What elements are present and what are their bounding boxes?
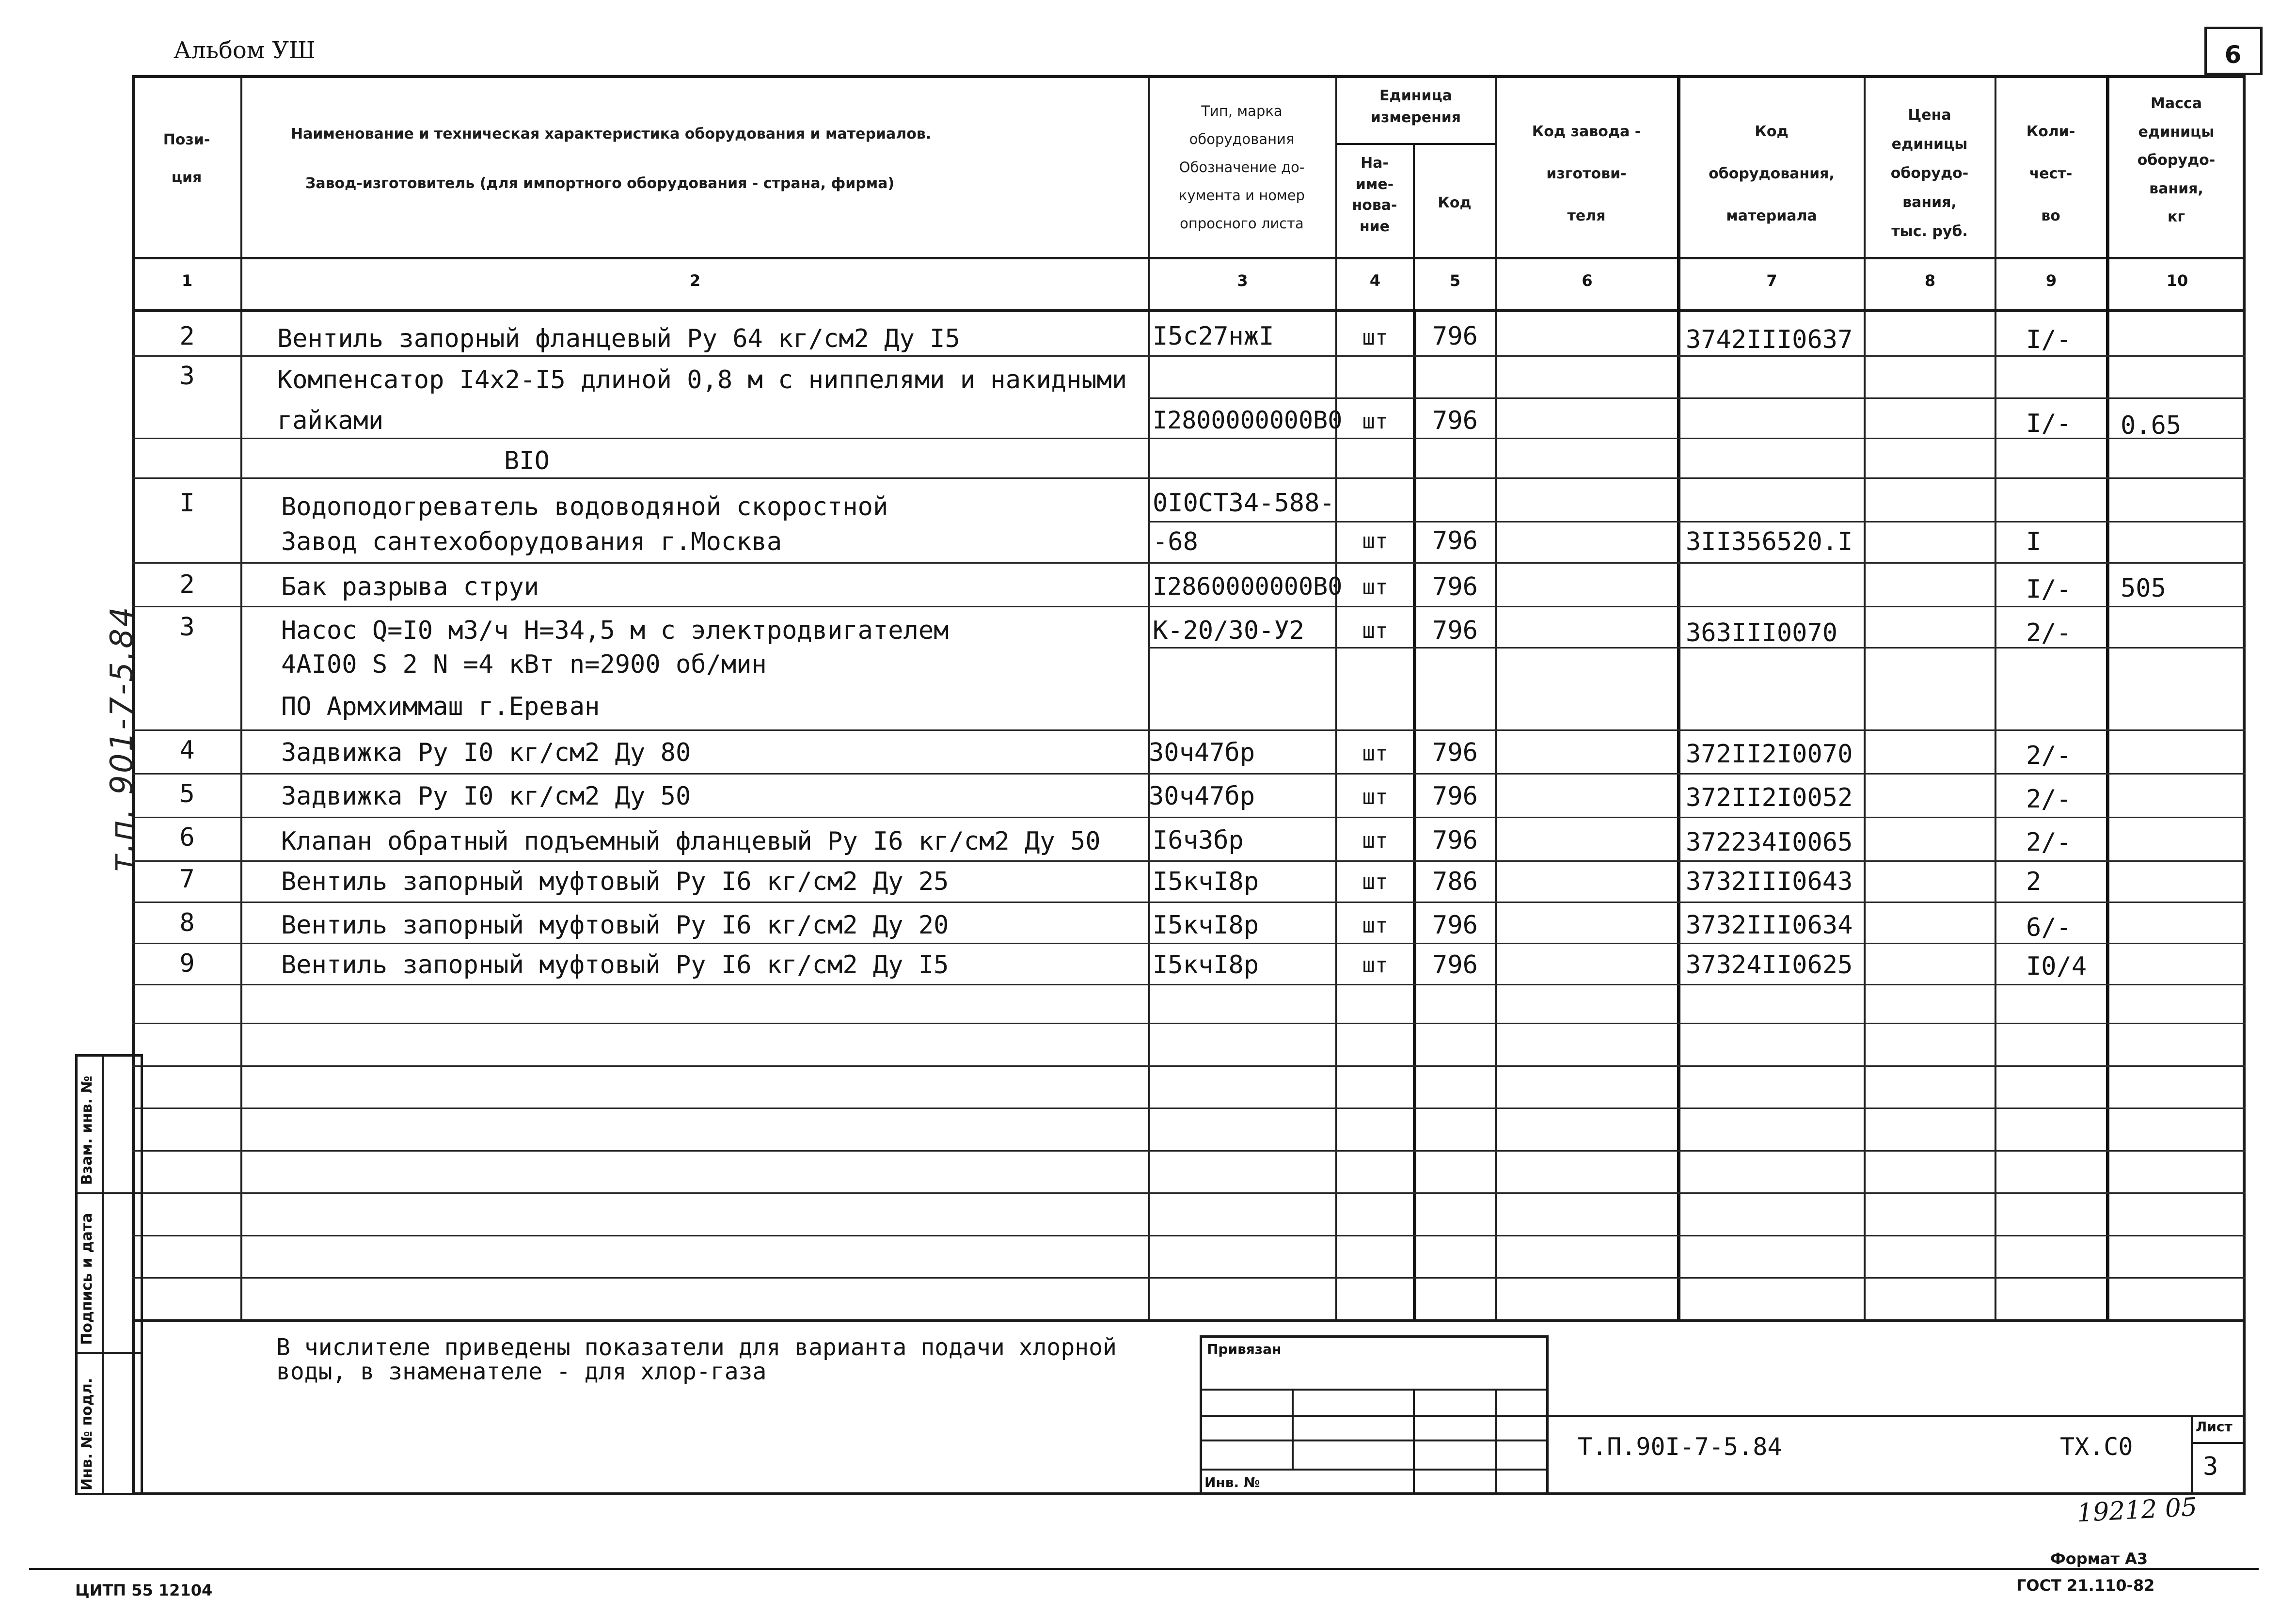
row-eqcode: 3732III0634 (1686, 911, 1853, 940)
row-line (132, 606, 2246, 607)
row-eqcode: 3II356520.I (1686, 527, 1853, 556)
row-name: Бак разрыва струи (281, 572, 539, 601)
row-name: Водоподогреватель водоводяной скоростной (281, 492, 888, 522)
row-name: Задвижка Ру I0 кг/см2 Ду 50 (281, 782, 691, 811)
footnote: В числителе приведены показатели для варианта подачи хлорной воды, в знаменателе - для хлор-газа (276, 1334, 1117, 1386)
title-block-line (1549, 1415, 2246, 1417)
row-qty: 2/- (2026, 618, 2072, 648)
row-line (132, 438, 2246, 439)
row-code: 796 (1432, 406, 1478, 435)
table-body-bottom (132, 1319, 2246, 1322)
row-qty: 2 (2026, 867, 2042, 896)
colnum-10: 10 (2166, 271, 2188, 290)
row-line (132, 729, 2246, 731)
row-line (132, 477, 2246, 479)
side-stamp-row (75, 1352, 143, 1354)
side-doc-code: т.п. 901-7-5.84 (104, 605, 140, 872)
row-type: -68 (1153, 527, 1198, 556)
section-title: BIO (504, 446, 550, 475)
col-line-2 (1148, 75, 1150, 1321)
row-type: 30ч47бр (1149, 738, 1255, 767)
row-pos: 2 (179, 570, 195, 599)
column-number-divider (132, 309, 2246, 312)
header-name-line1: Наименование и техническая характеристика оборудования и материалов. (291, 126, 932, 142)
row-line (132, 1277, 2246, 1279)
row-line (132, 817, 2246, 818)
row-line (132, 984, 2246, 985)
handwritten-number: 19212 05 (2076, 1492, 2198, 1528)
row-eqcode: 372II2I0052 (1686, 783, 1853, 812)
row-type: I5кчI8р (1153, 911, 1259, 940)
header-unit-group: Единица измерения (1370, 87, 1461, 126)
row-pos: 7 (179, 865, 195, 894)
row-line (1148, 397, 2246, 399)
row-eqcode: 37324II0625 (1686, 950, 1853, 980)
header-factory-code: Код завода - изготови- теля (1532, 123, 1641, 224)
stamp-vline (1413, 1389, 1415, 1495)
row-eqcode: 3742III0637 (1686, 325, 1853, 354)
row-code: 796 (1432, 782, 1478, 811)
header-price: Цена единицы оборудо- вания, тыс. руб. (1890, 107, 1969, 240)
row-pos: 3 (179, 613, 195, 642)
row-code: 796 (1432, 950, 1478, 980)
colnum-8: 8 (1924, 271, 1936, 290)
row-mass: 0.65 (2121, 411, 2182, 440)
format-label: Формат А3 (2050, 1550, 2148, 1568)
col-line-7 (1677, 75, 1680, 1321)
row-unit: шт (1362, 529, 1388, 554)
row-unit: шт (1362, 913, 1388, 938)
row-code: 796 (1432, 322, 1478, 351)
col-line-1 (240, 75, 242, 1321)
row-name: гайками (277, 406, 384, 435)
row-pos: 4 (179, 736, 195, 765)
row-eqcode: 363III0070 (1686, 618, 1838, 648)
row-line (1148, 521, 2246, 522)
header-name-line2: Завод-изготовитель (для импортного оборудования - страна, фирма) (305, 175, 895, 192)
header-quantity: Коли- чест- во (2026, 123, 2075, 224)
row-name: Вентиль запорный муфтовый Ру I6 кг/см2 Ду 25 (281, 867, 949, 896)
col-line-8 (1864, 75, 1866, 1321)
colnum-4: 4 (1369, 271, 1381, 290)
row-qty: 6/- (2026, 913, 2072, 942)
row-name: Вентиль запорный муфтовый Ру I6 кг/см2 Ду I5 (281, 950, 949, 980)
colnum-9: 9 (2045, 271, 2057, 290)
row-name: Компенсатор I4х2-I5 длиной 0,8 м с ниппелями и накидными (277, 365, 1127, 395)
stamp-vline (1495, 1389, 1497, 1495)
row-unit: шт (1362, 953, 1388, 978)
sheet-box-left (2191, 1415, 2193, 1495)
row-type: I2860000000В0 (1153, 572, 1343, 601)
row-pos: 9 (179, 949, 195, 978)
row-pos: 2 (179, 322, 195, 351)
header-equipment-code: Код оборудования, материала (1709, 123, 1835, 224)
row-line (132, 1150, 2246, 1152)
row-qty: I/- (2026, 325, 2072, 354)
row-line (132, 1065, 2246, 1067)
row-name: 4АI00 S 2 N =4 кВт n=2900 об/мин (281, 650, 767, 679)
row-qty: I/- (2026, 409, 2072, 438)
designation: Т.П.90I-7-5.84 (1578, 1433, 1782, 1461)
side-stamp-divider (102, 1054, 104, 1495)
colnum-5: 5 (1449, 271, 1461, 290)
row-code: 796 (1432, 738, 1478, 767)
row-type: I5с27нжI (1153, 322, 1274, 351)
col-line-3 (1335, 75, 1337, 1321)
row-mass: 505 (2121, 574, 2166, 603)
row-eqcode: 372II2I0070 (1686, 740, 1853, 769)
header-divider (132, 257, 2246, 259)
row-unit: шт (1362, 828, 1388, 853)
row-code: 796 (1432, 826, 1478, 855)
stamp-privyazan-label: Привязан (1207, 1341, 1282, 1357)
col-line-10 (2106, 75, 2109, 1321)
row-line (132, 1235, 2246, 1236)
sheet-label: Лист (2196, 1419, 2233, 1435)
row-code: 796 (1432, 572, 1478, 601)
row-code: 786 (1432, 867, 1478, 896)
row-code: 796 (1432, 616, 1478, 645)
row-qty: I (2026, 527, 2042, 556)
header-type: Тип, марка оборудования Обозначение до- кумента и номер опросного листа (1178, 103, 1305, 232)
side-label-vzam: Взам. инв. № (79, 1076, 95, 1185)
unit-subheader-line (1335, 143, 1495, 145)
colnum-3: 3 (1237, 271, 1248, 290)
row-qty: I/- (2026, 575, 2072, 604)
row-name: Клапан обратный подъемный фланцевый Ру I6 кг/см2 Ду 50 (281, 827, 1101, 856)
row-line (132, 1023, 2246, 1024)
row-line (132, 943, 2246, 944)
header-mass: Масса единицы оборудо- вания, кг (2137, 95, 2216, 225)
stamp-inv-label: Инв. № (1204, 1474, 1260, 1490)
row-line (132, 1192, 2246, 1194)
row-name: Задвижка Ру I0 кг/см2 Ду 80 (281, 738, 691, 767)
header-unit-name: На- име- нова- ние (1352, 155, 1397, 235)
row-unit: шт (1362, 575, 1388, 600)
side-label-inv-podl: Инв. № подл. (79, 1377, 95, 1490)
sheet-number: 3 (2203, 1452, 2218, 1481)
row-qty: 2/- (2026, 828, 2072, 857)
colnum-1: 1 (181, 271, 193, 290)
sheet-box-line (2191, 1442, 2246, 1444)
row-type: I6ч3бр (1153, 826, 1244, 855)
album-title: Альбом УШ (174, 37, 316, 64)
colnum-7: 7 (1766, 271, 1777, 290)
side-label-podpis: Подпись и дата (79, 1213, 95, 1345)
header-unit-code: Код (1438, 194, 1472, 211)
outer-bottom-line (29, 1568, 2259, 1570)
row-line (132, 773, 2246, 775)
row-pos: 6 (179, 823, 195, 852)
colnum-2: 2 (689, 271, 701, 290)
colnum-6: 6 (1582, 271, 1593, 290)
row-name: Насос Q=I0 м3/ч Н=34,5 м с электродвигателем (281, 616, 949, 645)
row-code: 796 (1432, 911, 1478, 940)
row-unit: шт (1362, 325, 1388, 350)
doc-code: ТХ.С0 (2060, 1433, 2133, 1461)
side-stamp-row (75, 1192, 143, 1194)
row-pos: 3 (179, 362, 195, 391)
row-type: 30ч47бр (1149, 782, 1255, 811)
row-line (132, 902, 2246, 903)
row-unit: шт (1362, 870, 1388, 894)
stamp-vline (1292, 1389, 1294, 1469)
col-line-5 (1413, 309, 1416, 1321)
bottom-left-code: ЦИТП 55 12104 (75, 1581, 213, 1599)
row-type: I2800000000В0 (1153, 406, 1343, 434)
row-line (132, 562, 2246, 564)
row-eqcode: 372234I0065 (1686, 828, 1853, 857)
row-line (132, 1108, 2246, 1109)
row-name: Вентиль запорный фланцевый Ру 64 кг/см2 Ду I5 (277, 324, 960, 353)
gost-label: ГОСТ 21.110-82 (2016, 1576, 2155, 1595)
row-eqcode: 3732III0643 (1686, 867, 1853, 896)
row-unit: шт (1362, 618, 1388, 643)
row-qty: 2/- (2026, 741, 2072, 770)
row-unit: шт (1362, 785, 1388, 809)
row-type: I5кчI8р (1153, 950, 1259, 980)
row-type: К-20/30-У2 (1153, 616, 1305, 645)
col-line-9 (1995, 75, 1996, 1321)
row-name: Вентиль запорный муфтовый Ру I6 кг/см2 Ду 20 (281, 911, 949, 940)
row-name: Завод сантехоборудования г.Москва (281, 527, 782, 556)
col-line-6 (1495, 75, 1497, 1321)
row-pos: 5 (179, 779, 195, 808)
row-type: 0I0СТ34-588- (1153, 489, 1335, 518)
row-unit: шт (1362, 741, 1388, 766)
row-qty: 2/- (2026, 785, 2072, 814)
row-code: 796 (1432, 526, 1478, 555)
row-pos: I (179, 489, 195, 518)
row-line (132, 860, 2246, 862)
row-type: I5кчI8р (1153, 867, 1259, 896)
row-name: ПО Армхиммаш г.Ереван (281, 692, 600, 721)
page-number: 6 (2224, 41, 2242, 69)
row-qty: I0/4 (2026, 952, 2087, 981)
row-line (132, 355, 2246, 357)
row-unit: шт (1362, 409, 1388, 434)
header-position: Пози- ция (163, 131, 210, 186)
row-pos: 8 (179, 908, 195, 937)
